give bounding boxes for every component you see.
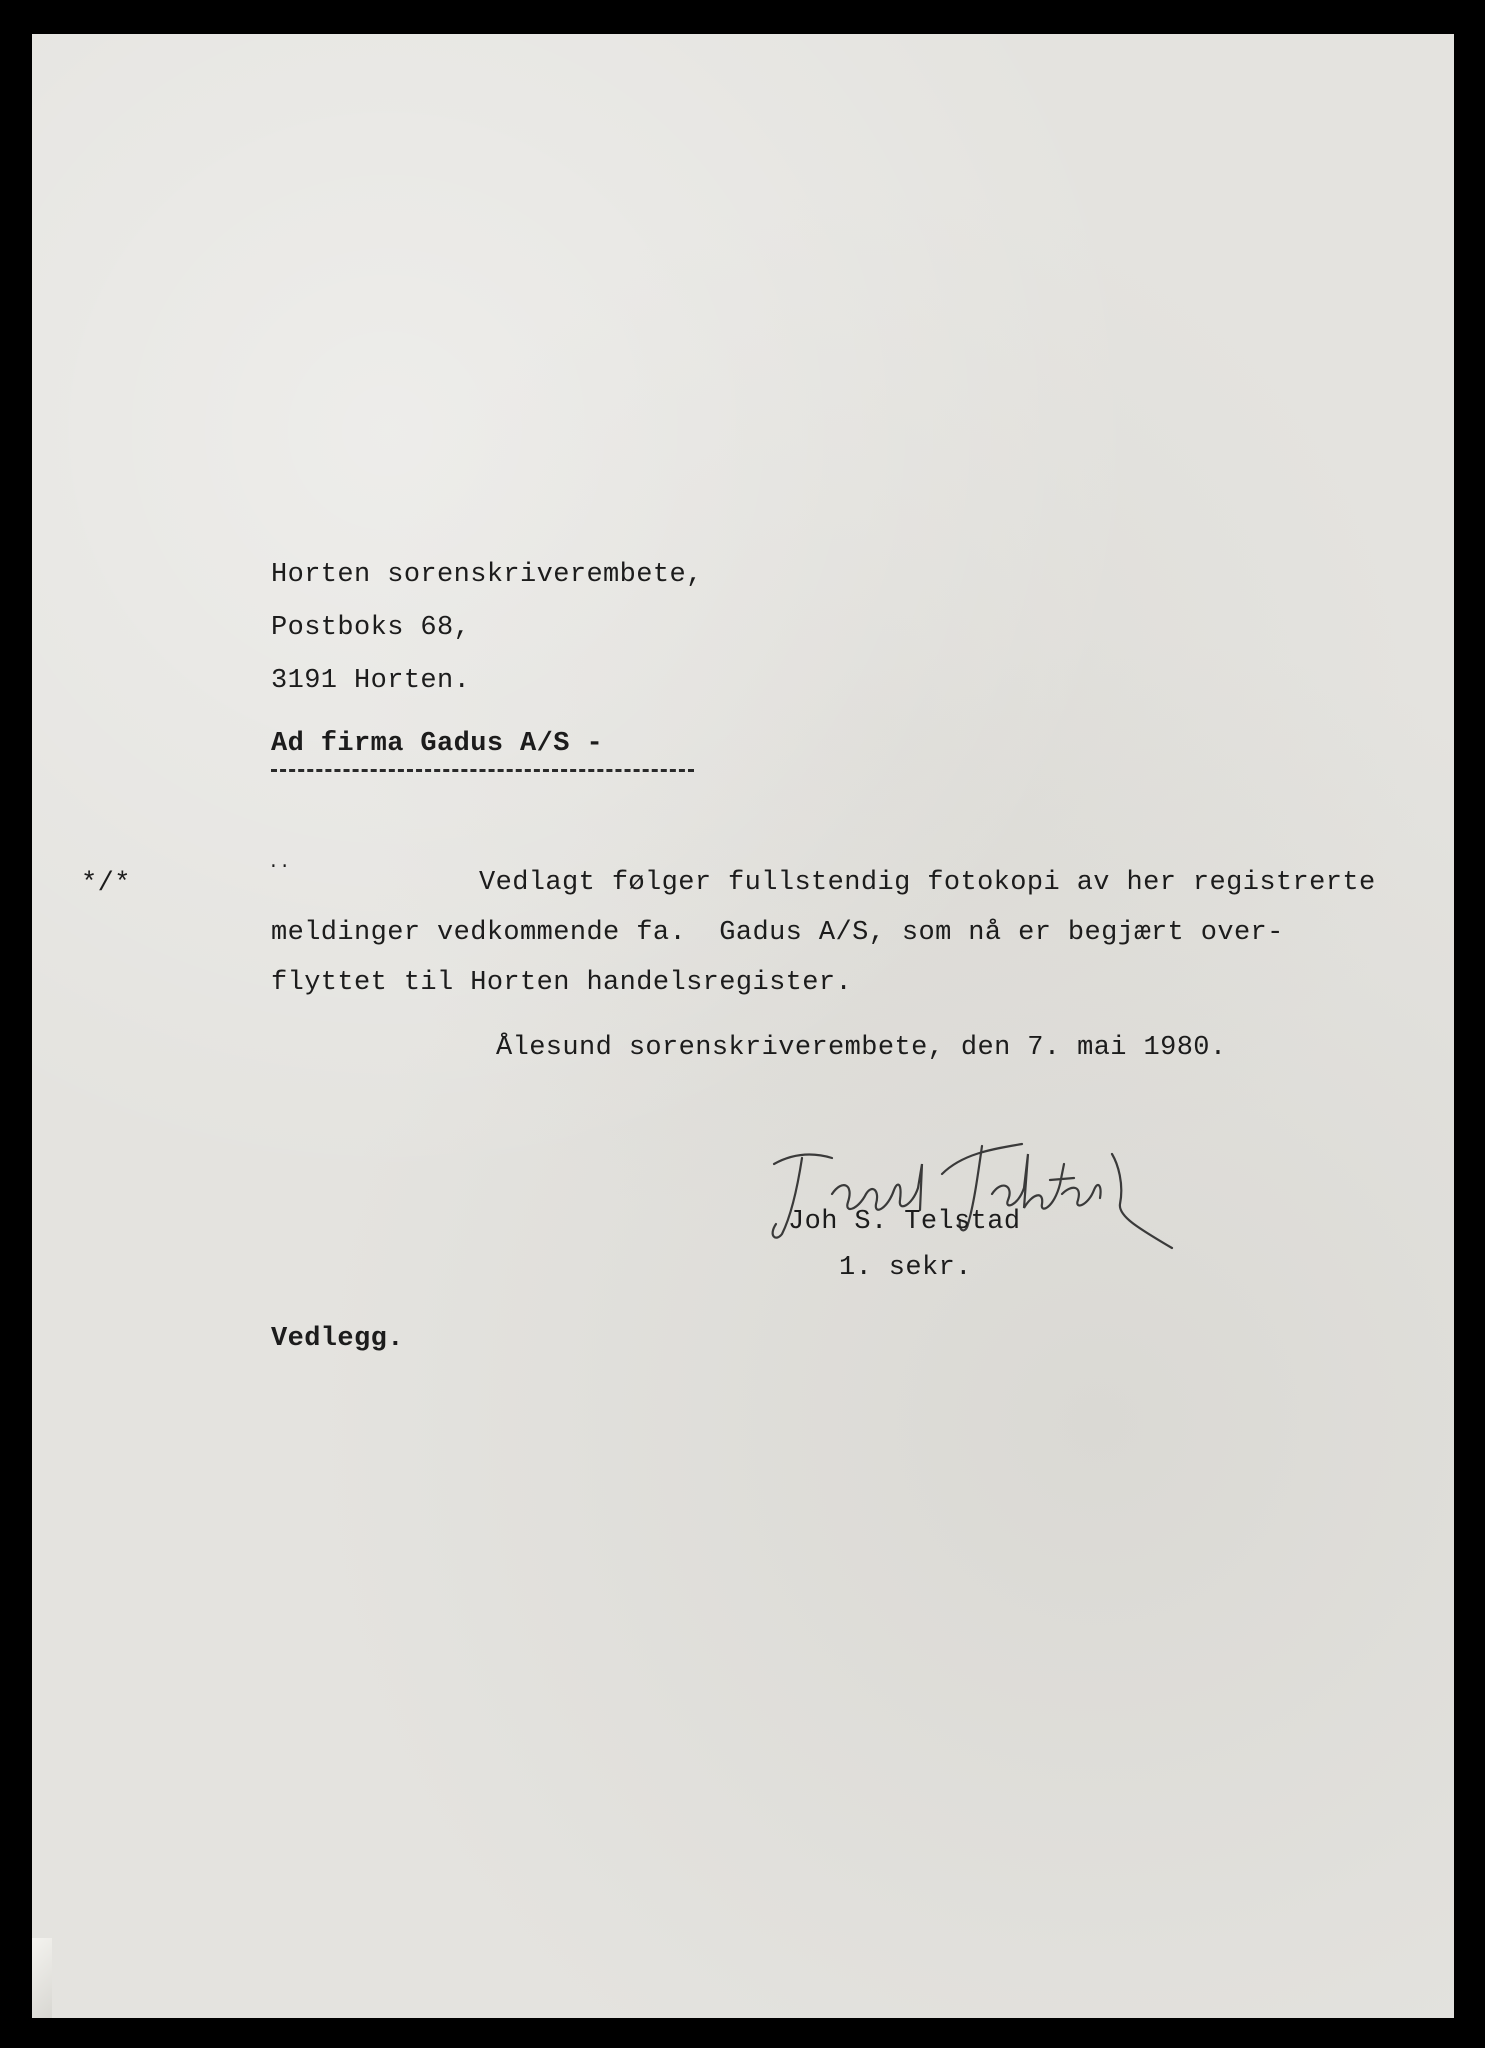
place-date: Ålesund sorenskriverembete, den 7. mai 1980. — [496, 1033, 1227, 1063]
body-line-2: meldinger vedkommende fa. Gadus A/S, som nå er begjært over- — [271, 918, 1284, 948]
recipient-line-3: 3191 Horten. — [271, 666, 471, 696]
recipient-line-1: Horten sorenskriverembete, — [271, 560, 703, 590]
signatory-title: 1. sekr. — [839, 1253, 972, 1283]
margin-tick: .. — [268, 853, 291, 873]
enclosure-note: Vedlegg. — [271, 1324, 404, 1354]
subject-underline — [271, 769, 694, 772]
letter-page — [32, 34, 1454, 2018]
body-line-3: flyttet til Horten handelsregister. — [271, 968, 853, 998]
signatory-name: Joh S. Telstad — [788, 1207, 1021, 1237]
subject-line: Ad firma Gadus A/S - — [271, 729, 604, 759]
margin-mark: */* — [81, 869, 131, 899]
body-line-1: Vedlagt følger fullstendig fotokopi av her registrerte — [479, 868, 1376, 898]
recipient-line-2: Postboks 68, — [271, 613, 471, 643]
page-corner-fold — [32, 1938, 52, 2018]
